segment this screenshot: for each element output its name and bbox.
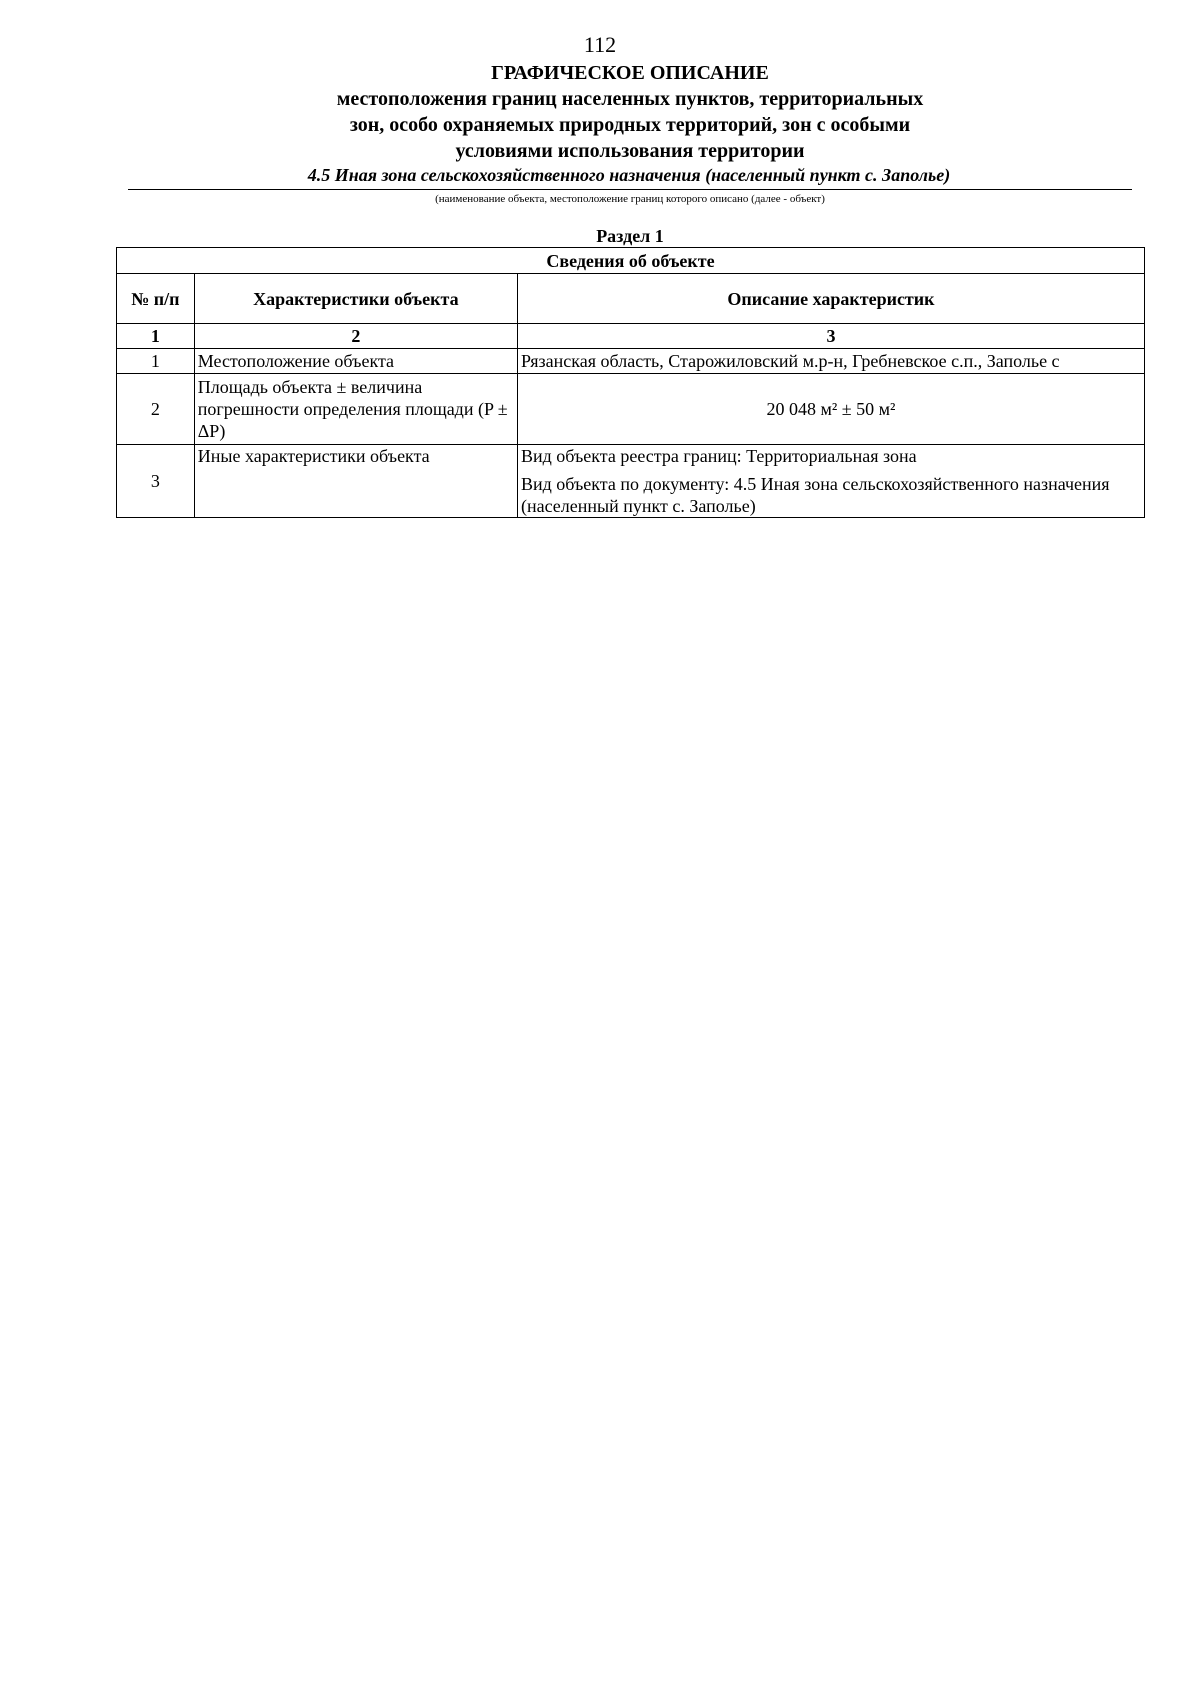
header-number: № п/п xyxy=(117,274,195,324)
column-number-1: 1 xyxy=(117,324,195,349)
description-line: Вид объекта реестра границ: Территориальная зона xyxy=(520,446,917,466)
table-row xyxy=(117,374,1145,445)
title-line-1: ГРАФИЧЕСКОЕ ОПИСАНИЕ xyxy=(491,62,769,84)
document-title xyxy=(0,60,1200,164)
table-caption: Сведения об объекте xyxy=(117,248,1145,274)
title-line-3: зон, особо охраняемых природных территорий, зон с особыми xyxy=(349,114,911,136)
table-row xyxy=(117,445,1145,518)
object-name-underline xyxy=(128,189,1132,190)
title-line-2: местоположения границ населенных пунктов, территориальных xyxy=(336,88,924,110)
object-info-table xyxy=(116,247,1145,518)
column-number-row xyxy=(117,324,1145,349)
object-caption: (наименование объекта, местоположение границ которого описано (далее - объект) xyxy=(435,193,825,205)
title-line-4: условиями использования территории xyxy=(455,140,805,162)
row-characteristic: Местоположение объекта xyxy=(194,349,517,374)
row-description: 20 048 м² ± 50 м² xyxy=(517,374,1144,445)
section-title: Раздел 1 xyxy=(596,226,664,246)
row-characteristic: Площадь объекта ± величина погрешности определения площади (P ± ΔP) xyxy=(194,374,517,445)
row-number: 3 xyxy=(117,445,195,518)
column-number-3: 3 xyxy=(517,324,1144,349)
table-row xyxy=(117,349,1145,374)
description-line: Вид объекта по документу: 4.5 Иная зона сельскохозяйственного назначения (населенный пункт с. Заполье) xyxy=(520,474,1110,516)
row-number: 1 xyxy=(117,349,195,374)
table-caption-row xyxy=(117,248,1145,274)
page-number: 112 xyxy=(583,32,617,57)
row-characteristic: Иные характеристики объекта xyxy=(194,445,517,518)
row-number: 2 xyxy=(117,374,195,445)
row-description: Рязанская область, Старожиловский м.р-н, Гребневское с.п., Заполье с xyxy=(517,349,1144,374)
table-header-row xyxy=(117,274,1145,324)
header-characteristic: Характеристики объекта xyxy=(194,274,517,324)
column-number-2: 2 xyxy=(194,324,517,349)
row-description xyxy=(517,445,1144,518)
header-description: Описание характеристик xyxy=(517,274,1144,324)
object-name: 4.5 Иная зона сельскохозяйственного назначения (населенный пункт с. Заполье) xyxy=(307,165,951,185)
